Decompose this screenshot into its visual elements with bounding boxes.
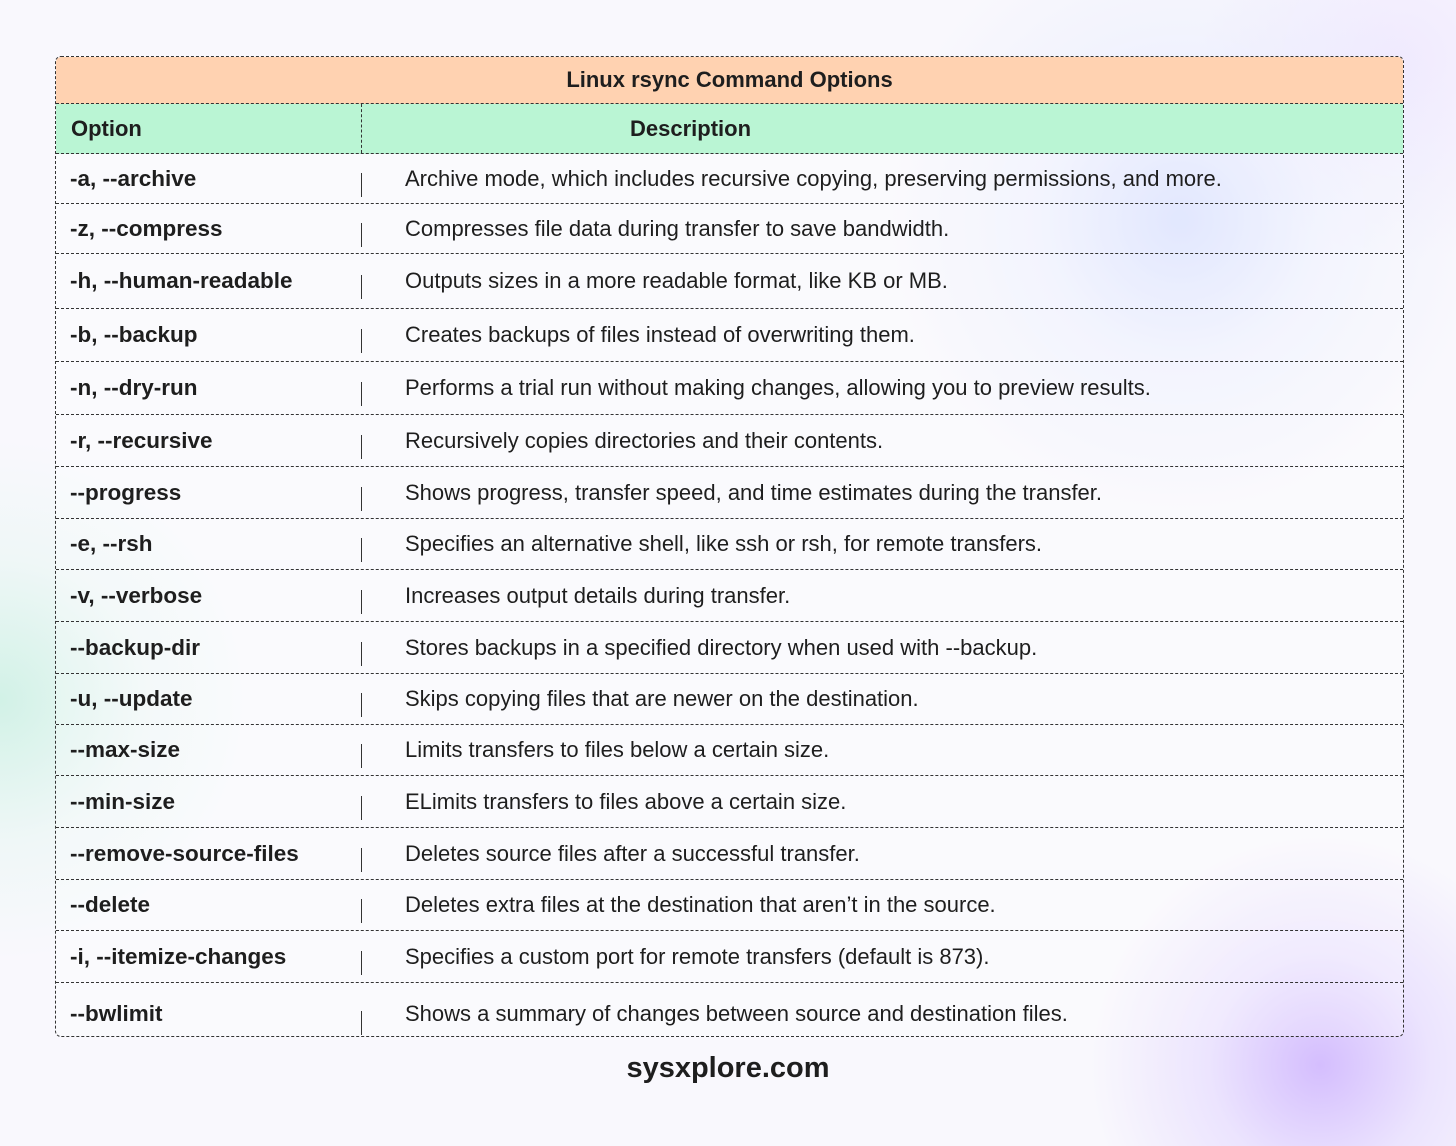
option-cell: --remove-source-files xyxy=(70,840,299,866)
option-cell: --progress xyxy=(70,479,182,505)
option-cell: -b, --backup xyxy=(70,322,198,347)
option-cell: -h, --human-readable xyxy=(70,268,293,293)
description-cell: Compresses file data during transfer to save bandwidth. xyxy=(405,215,950,241)
table-body xyxy=(56,154,1403,1037)
option-cell: --delete xyxy=(70,892,151,917)
table-row xyxy=(56,204,1403,254)
option-cell: -r, --recursive xyxy=(70,427,213,453)
description-cell: Limits transfers to files below a certain size. xyxy=(405,737,830,762)
description-cell: Shows progress, transfer speed, and time estimates during the transfer. xyxy=(405,479,1103,505)
option-cell: -i, --itemize-changes xyxy=(70,943,287,969)
table-row xyxy=(56,519,1403,570)
option-cell: --min-size xyxy=(70,788,176,814)
description-cell: Increases output details during transfer. xyxy=(405,582,791,608)
table-title-text: Linux rsync Command Options xyxy=(566,67,893,92)
rsync-options-table xyxy=(55,56,1404,1037)
option-cell: -z, --compress xyxy=(70,215,223,241)
description-cell: Skips copying files that are newer on the destination. xyxy=(405,686,919,711)
table-title xyxy=(56,57,1403,104)
column-divider xyxy=(361,275,362,299)
column-divider xyxy=(361,590,362,614)
column-divider xyxy=(361,1011,362,1035)
table-row xyxy=(56,309,1403,362)
column-divider xyxy=(361,538,362,562)
option-cell: -n, --dry-run xyxy=(70,375,198,400)
column-divider xyxy=(361,899,362,923)
option-cell: -v, --verbose xyxy=(70,582,203,608)
description-cell: Creates backups of files instead of overwriting them. xyxy=(405,322,915,347)
description-cell: Deletes source files after a successful transfer. xyxy=(405,840,860,866)
description-cell: Stores backups in a specified directory when used with --backup. xyxy=(405,634,1038,660)
option-cell: -u, --update xyxy=(70,686,193,711)
column-divider xyxy=(361,487,362,511)
option-cell: -a, --archive xyxy=(70,165,197,191)
description-cell: ELimits transfers to files above a certain size. xyxy=(405,788,847,814)
table-row xyxy=(56,674,1403,725)
column-divider xyxy=(361,796,362,820)
table-row xyxy=(56,622,1403,674)
table-row xyxy=(56,467,1403,519)
table-row xyxy=(56,415,1403,467)
description-cell: Specifies an alternative shell, like ssh or rsh, for remote transfers. xyxy=(405,531,1043,556)
option-cell: --backup-dir xyxy=(70,634,201,660)
table-row xyxy=(56,254,1403,309)
description-cell: Outputs sizes in a more readable format, like KB or MB. xyxy=(405,268,948,293)
description-cell: Performs a trial run without making changes, allowing you to preview results. xyxy=(405,375,1151,400)
description-cell: Specifies a custom port for remote transfers (default is 873). xyxy=(405,943,990,969)
column-divider xyxy=(361,693,362,717)
table-row xyxy=(56,725,1403,776)
column-divider xyxy=(361,382,362,406)
table-row xyxy=(56,154,1403,204)
table-row xyxy=(56,828,1403,880)
column-divider xyxy=(361,642,362,666)
table-row xyxy=(56,362,1403,415)
description-cell: Archive mode, which includes recursive copying, preserving permissions, and more. xyxy=(405,165,1222,191)
table-header-row xyxy=(56,104,1403,154)
option-cell: --bwlimit xyxy=(70,1001,163,1026)
column-divider xyxy=(361,435,362,459)
table-row xyxy=(56,776,1403,828)
table-row xyxy=(56,983,1403,1037)
option-cell: -e, --rsh xyxy=(70,531,153,556)
column-divider xyxy=(361,223,362,247)
column-divider xyxy=(361,329,362,353)
site-name: sysxplore.com xyxy=(626,1052,830,1084)
description-column-header: Description xyxy=(630,115,752,141)
table-row xyxy=(56,931,1403,983)
table-row xyxy=(56,570,1403,622)
column-divider xyxy=(361,104,362,153)
column-divider xyxy=(361,951,362,975)
description-cell: Recursively copies directories and their contents. xyxy=(405,427,884,453)
description-cell: Deletes extra files at the destination that aren’t in the source. xyxy=(405,892,996,917)
description-cell: Shows a summary of changes between source and destination files. xyxy=(405,1001,1068,1026)
site-footer xyxy=(0,1052,1456,1085)
table-row xyxy=(56,880,1403,931)
option-column-header: Option xyxy=(71,115,142,141)
column-divider xyxy=(361,173,362,197)
column-divider xyxy=(361,744,362,768)
option-cell: --max-size xyxy=(70,737,181,762)
column-divider xyxy=(361,848,362,872)
